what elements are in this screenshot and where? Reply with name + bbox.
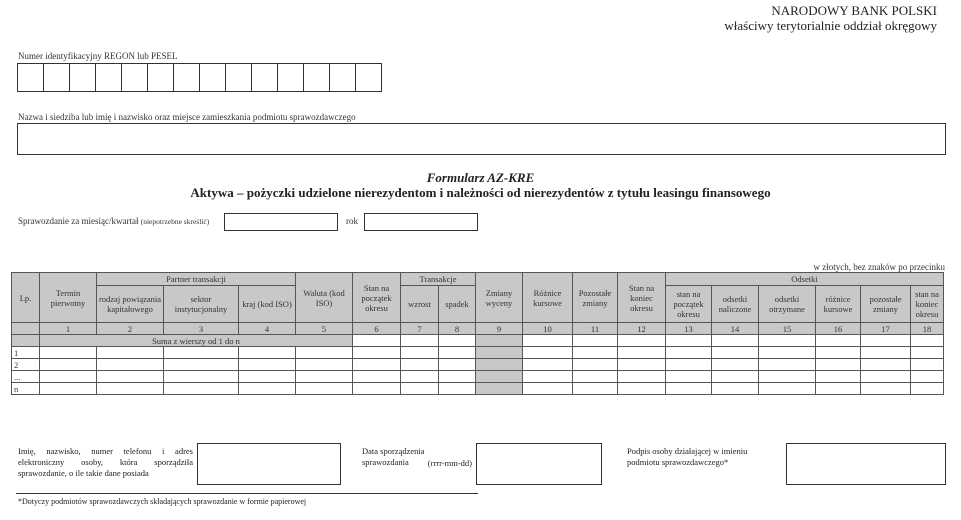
col-number: 15: [759, 323, 816, 335]
id-digit-box[interactable]: [95, 63, 122, 92]
table-cell[interactable]: [40, 347, 97, 359]
table-cell[interactable]: [239, 371, 296, 383]
table-cell[interactable]: [911, 347, 944, 359]
table-cell[interactable]: [353, 371, 401, 383]
table-cell[interactable]: [666, 335, 712, 347]
id-digit-box[interactable]: [355, 63, 382, 92]
col-sektor: sektor instytucjonalny: [164, 286, 239, 323]
table-cell-disabled: [476, 347, 523, 359]
table-cell[interactable]: [401, 335, 439, 347]
col-transakcje: Transakcje: [401, 273, 476, 286]
col-number: 10: [523, 323, 573, 335]
table-cell[interactable]: [816, 371, 861, 383]
row-lp: 1: [12, 347, 40, 359]
rok-label: rok: [346, 216, 358, 226]
table-cell[interactable]: [164, 371, 239, 383]
table-cell[interactable]: [523, 335, 573, 347]
table-cell[interactable]: [911, 383, 944, 395]
col-ods-stan-kon: stan na koniec okresu: [911, 286, 944, 323]
table-cell[interactable]: [401, 359, 439, 371]
id-digit-box[interactable]: [173, 63, 200, 92]
table-cell[interactable]: [439, 335, 476, 347]
table-cell[interactable]: [816, 335, 861, 347]
table-cell[interactable]: [353, 359, 401, 371]
table-cell[interactable]: [573, 383, 618, 395]
id-digit-box[interactable]: [121, 63, 148, 92]
col-ods-pozostale: pozostałe zmiany: [861, 286, 911, 323]
id-digit-box[interactable]: [199, 63, 226, 92]
col-waluta: Waluta (kod ISO): [296, 273, 353, 323]
table-cell-disabled: [476, 335, 523, 347]
id-digit-box[interactable]: [329, 63, 356, 92]
table-cell[interactable]: [97, 347, 164, 359]
data-table: [11, 272, 944, 395]
unit-note: w złotych, bez znaków po przecinku: [813, 262, 945, 272]
table-cell[interactable]: [40, 383, 97, 395]
name-label: Nazwa i siedziba lub imię i nazwisko oraz miejsce zamieszkania podmiotu sprawozdawczego: [18, 112, 356, 122]
col-number: 16: [816, 323, 861, 335]
col-zmiany-wyceny: Zmiany wyceny: [476, 273, 523, 323]
table-cell-disabled: [476, 371, 523, 383]
table-cell[interactable]: [573, 335, 618, 347]
table-cell[interactable]: [296, 371, 353, 383]
report-note: (niepotrzebne skreślić): [140, 217, 210, 226]
col-number: 6: [353, 323, 401, 335]
name-field[interactable]: [17, 123, 946, 155]
table-cell[interactable]: [666, 371, 712, 383]
sum-row: [12, 335, 944, 347]
table-cell[interactable]: [296, 347, 353, 359]
table-cell-disabled: [476, 359, 523, 371]
col-partner: Partner transakcji: [97, 273, 296, 286]
table-cell[interactable]: [861, 371, 911, 383]
col-number: 8: [439, 323, 476, 335]
table-row: [12, 347, 944, 359]
table-cell[interactable]: [759, 383, 816, 395]
table-cell[interactable]: [816, 359, 861, 371]
table-cell[interactable]: [618, 371, 666, 383]
col-number: 7: [401, 323, 439, 335]
col-stan-pocz: Stan na początek okresu: [353, 273, 401, 323]
table-cell[interactable]: [712, 359, 759, 371]
table-cell[interactable]: [439, 359, 476, 371]
id-boxes: [17, 63, 381, 92]
table-cell[interactable]: [164, 359, 239, 371]
contact-field[interactable]: [197, 443, 341, 485]
table-cell[interactable]: [439, 371, 476, 383]
col-ods-otrzymane: odsetki otrzymane: [759, 286, 816, 323]
signature-label: Podpis osoby działającej w imieniu podmiotu sprawozdawczego*: [627, 446, 748, 467]
id-digit-box[interactable]: [277, 63, 304, 92]
col-wzrost: wzrost: [401, 286, 439, 323]
table-cell[interactable]: [523, 371, 573, 383]
table-cell[interactable]: [759, 371, 816, 383]
footnote: *Dotyczy podmiotów sprawozdawczych składających sprawozdanie w formie papierowej: [18, 497, 307, 506]
id-digit-box[interactable]: [251, 63, 278, 92]
col-number: 5: [296, 323, 353, 335]
table-cell[interactable]: [97, 359, 164, 371]
table-cell[interactable]: [353, 383, 401, 395]
table-cell[interactable]: [353, 347, 401, 359]
col-number: 3: [164, 323, 239, 335]
table-cell[interactable]: [401, 383, 439, 395]
table-cell[interactable]: [861, 383, 911, 395]
id-digit-box[interactable]: [17, 63, 44, 92]
table-cell[interactable]: [239, 383, 296, 395]
bank-branch: właściwy terytorialnie oddział okręgowy: [724, 18, 937, 33]
col-number: 18: [911, 323, 944, 335]
col-spadek: spadek: [439, 286, 476, 323]
col-number: 9: [476, 323, 523, 335]
month-quarter-field[interactable]: [224, 213, 338, 231]
table-cell-disabled: [476, 383, 523, 395]
col-ods-roznice: różnice kursowe: [816, 286, 861, 323]
table-cell[interactable]: [573, 371, 618, 383]
table-cell[interactable]: [97, 371, 164, 383]
col-kraj: kraj (kod ISO): [239, 286, 296, 323]
table-cell[interactable]: [401, 371, 439, 383]
date-format: (rrrr-mm-dd): [427, 458, 472, 468]
table-cell[interactable]: [573, 347, 618, 359]
col-roznice-kursowe: Różnice kursowe: [523, 273, 573, 323]
table-cell[interactable]: [296, 359, 353, 371]
table-cell[interactable]: [759, 347, 816, 359]
table-cell[interactable]: [759, 359, 816, 371]
col-rodzaj: rodzaj powiązania kapitałowego: [97, 286, 164, 323]
col-number: 17: [861, 323, 911, 335]
form-subtitle: Aktywa – pożyczki udzielone nierezydentom i należności od nierezydentów z tytułu leasingu finansowego: [190, 185, 771, 200]
table-cell[interactable]: [816, 383, 861, 395]
table-cell[interactable]: [573, 359, 618, 371]
table-row: [12, 359, 944, 371]
date-label: Data sporządzenia sprawozdania: [362, 446, 425, 467]
row-lp: n: [12, 383, 40, 395]
table-cell[interactable]: [911, 359, 944, 371]
row-lp: 2: [12, 359, 40, 371]
table-cell[interactable]: [618, 383, 666, 395]
table-cell[interactable]: [816, 347, 861, 359]
table-cell[interactable]: [712, 383, 759, 395]
table-cell[interactable]: [401, 347, 439, 359]
col-number: 14: [712, 323, 759, 335]
form-title: Formularz AZ-KRE: [426, 170, 535, 185]
table-cell[interactable]: [523, 359, 573, 371]
report-label-text: Sprawozdanie za miesiąc/kwartał: [18, 216, 139, 226]
col-number: 2: [97, 323, 164, 335]
col-number: [12, 323, 40, 335]
col-ods-stan-pocz: stan na początek okresu: [666, 286, 712, 323]
bank-name: NARODOWY BANK POLSKI: [771, 3, 937, 18]
table-cell[interactable]: [523, 383, 573, 395]
footnote-divider: [16, 493, 478, 494]
table-cell[interactable]: [911, 371, 944, 383]
table-cell[interactable]: [712, 335, 759, 347]
col-number: 11: [573, 323, 618, 335]
table-row: [12, 383, 944, 395]
report-label: [18, 216, 209, 226]
table-cell[interactable]: [353, 335, 401, 347]
table-cell[interactable]: [666, 383, 712, 395]
col-number: 1: [40, 323, 97, 335]
col-stan-kon: Stan na koniec okresu: [618, 273, 666, 323]
table-cell[interactable]: [861, 347, 911, 359]
col-pozostale-zmiany: Pozostałe zmiany: [573, 273, 618, 323]
table-cell[interactable]: [712, 347, 759, 359]
table-cell[interactable]: [439, 347, 476, 359]
signature-field[interactable]: [786, 443, 946, 485]
sum-label: Suma z wierszy od 1 do n: [40, 335, 353, 347]
id-digit-box[interactable]: [303, 63, 330, 92]
table-cell[interactable]: [712, 371, 759, 383]
table-cell[interactable]: [239, 359, 296, 371]
table-cell[interactable]: [618, 347, 666, 359]
table-cell[interactable]: [239, 347, 296, 359]
col-lp: Lp.: [12, 273, 40, 323]
col-number: 13: [666, 323, 712, 335]
table-cell[interactable]: [296, 383, 353, 395]
table-row: [12, 371, 944, 383]
table-cell[interactable]: [861, 335, 911, 347]
col-odsetki: Odsetki: [666, 273, 944, 286]
id-digit-box[interactable]: [225, 63, 252, 92]
col-ods-naliczone: odsetki naliczone: [712, 286, 759, 323]
row-lp: ...: [12, 371, 40, 383]
col-number: 4: [239, 323, 296, 335]
id-digit-box[interactable]: [69, 63, 96, 92]
table-cell[interactable]: [97, 383, 164, 395]
date-field[interactable]: [476, 443, 602, 485]
table-cell[interactable]: [439, 383, 476, 395]
table-cell[interactable]: [40, 371, 97, 383]
table-cell[interactable]: [40, 359, 97, 371]
id-digit-box[interactable]: [43, 63, 70, 92]
table-cell[interactable]: [618, 335, 666, 347]
table-cell[interactable]: [523, 347, 573, 359]
table-cell[interactable]: [759, 335, 816, 347]
table-cell[interactable]: [164, 347, 239, 359]
col-number: 12: [618, 323, 666, 335]
id-label: Numer identyfikacyjny REGON lub PESEL: [18, 51, 178, 61]
table-cell[interactable]: [164, 383, 239, 395]
table-cell[interactable]: [911, 335, 944, 347]
year-field[interactable]: [364, 213, 478, 231]
table-cell[interactable]: [666, 347, 712, 359]
table-cell[interactable]: [618, 359, 666, 371]
col-termin: Termin pierwotny: [40, 273, 97, 323]
contact-label: Imię, nazwisko, numer telefonu i adres elektroniczny osoby, która sporządziła sprawozdanie, o ile takie dane posiada: [18, 446, 193, 478]
id-digit-box[interactable]: [147, 63, 174, 92]
table-cell[interactable]: [666, 359, 712, 371]
table-cell[interactable]: [861, 359, 911, 371]
